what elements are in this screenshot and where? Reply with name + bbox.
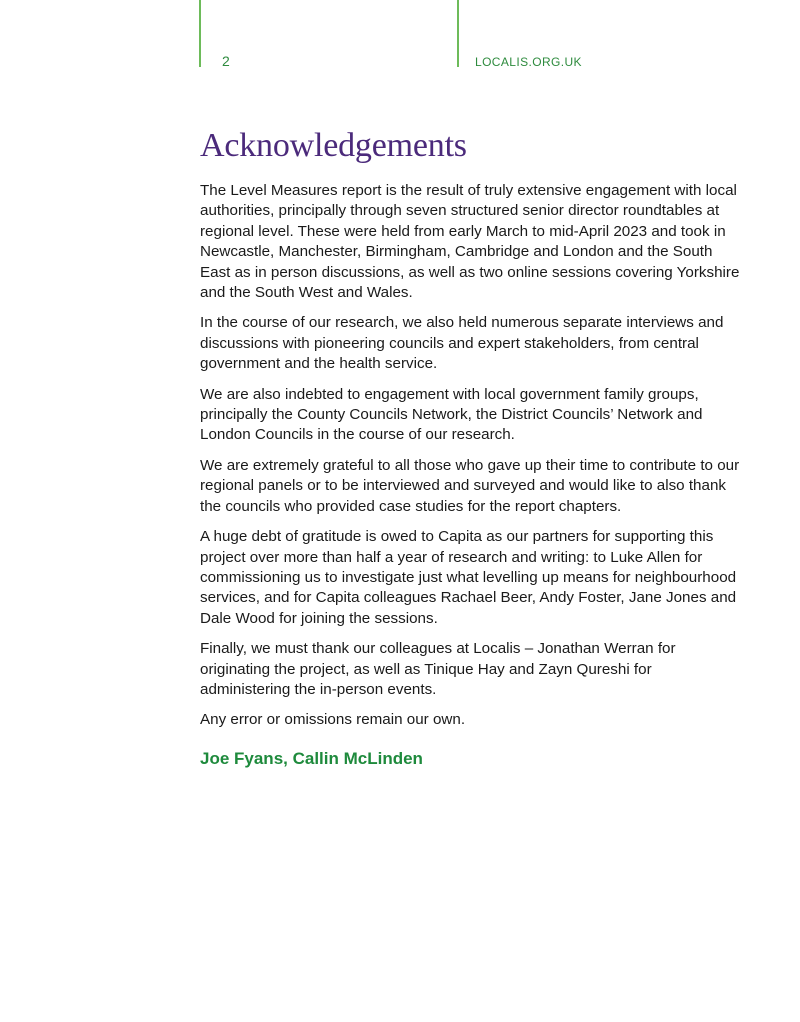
paragraph-family-groups: We are also indebted to engagement with local government family groups, principally the County Councils Network, the District Councils’ Network and London Councils in the course of our research. [200, 385, 703, 444]
page-title: Acknowledgements [200, 127, 467, 164]
paragraph-capita: A huge debt of gratitude is owed to Capita as our partners for supporting this project over more than half a year of research and writing: to Luke Allen for commissioning us to investigate just what levelling up means for neighbourhood services, and for Capita colleagues Rachael Beer, Andy Foster, Jane Jones and Dale Wood for joining the sessions. [200, 528, 737, 627]
article [200, 124, 740, 769]
header-rule-left [199, 0, 201, 67]
paragraph-gratitude: We are extremely grateful to all those who gave up their time to contribute to our regional panels or to be interviewed and surveyed and would like to also thank the councils who provided case studies for the report chapters. [200, 456, 740, 515]
paragraph-localis: Finally, we must thank our colleagues at Localis – Jonathan Werran for originating the project, as well as Tinique Hay and Zayn Qureshi for administering the in-person events. [200, 640, 676, 698]
authors-signature: Joe Fyans, Callin McLinden [200, 748, 423, 768]
paragraph-errors: Any error or omissions remain our own. [200, 711, 466, 729]
paragraph-engagement: The Level Measures report is the result of truly extensive engagement with local authorities, principally through seven structured senior director roundtables at regional level. These were held from early March to mid-April 2023 and took in Newcastle, Manchester, Birmingham, Cambridge and London and the South East as in person discussions, as well as two online sessions covering Yorkshire and the South West and Wales. [200, 182, 740, 302]
paragraph-interviews: In the course of our research, we also held numerous separate interviews and discussions with pioneering councils and expert stakeholders, from central government and the health service. [200, 314, 724, 373]
page-number: 2 [222, 53, 230, 69]
site-url: LOCALIS.ORG.UK [475, 55, 582, 69]
header-rule-right [457, 0, 459, 67]
